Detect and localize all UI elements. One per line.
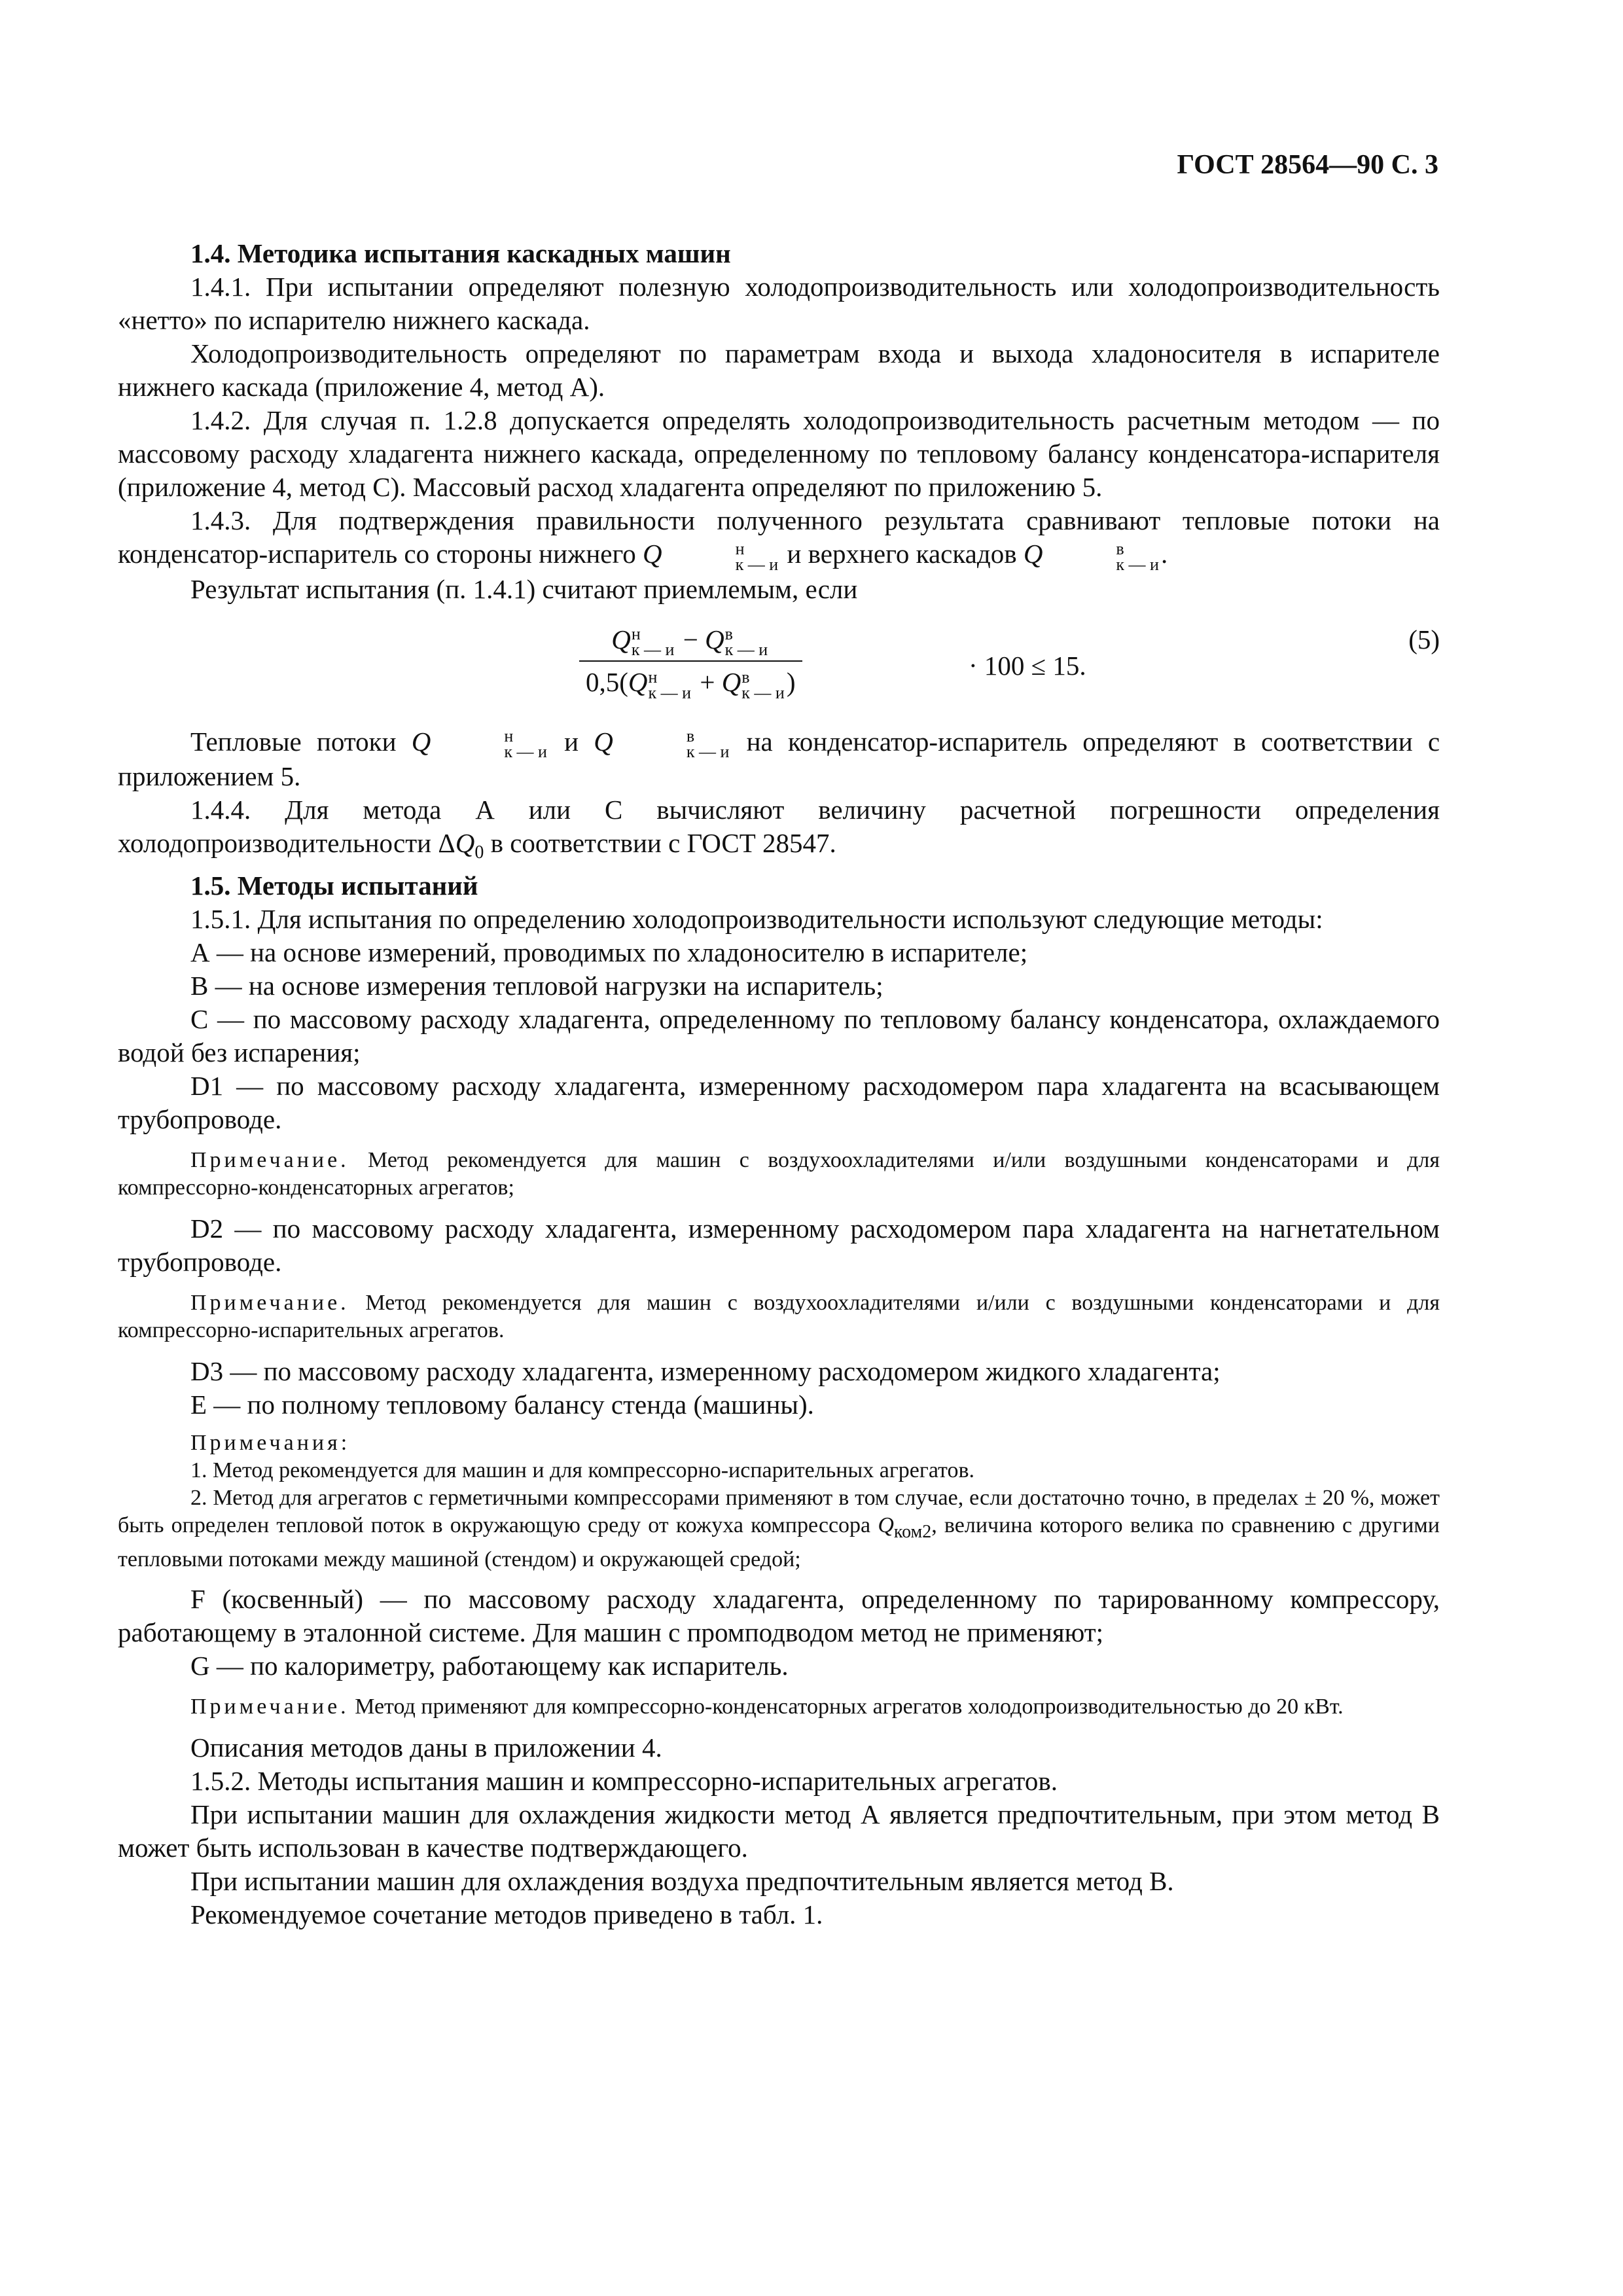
paragraph-1-5-2-d: Рекомендуемое сочетание методов приведено в табл. 1. [190, 1899, 823, 1930]
paragraph-descriptions: Описания методов даны в приложении 4. [190, 1732, 662, 1763]
note-e-2: 2. Метод для агрегатов с герметичными компрессорами применяют в том случае, если достаточно точно, в пределах ± 20 %, может быть определен тепловой поток в окружающую среду от кожуха компрессора $Q_{ком2}$, величина которого велика по сравнению с другими тепловыми потоками между машиной (стендом) и окружающей средой; [118, 1486, 1440, 1572]
paragraph-1-4-3-text-a: 1.4.3. Для подтверждения правильности полученного результата сравнивают тепловые потоки на конденсатор-испаритель со стороны нижнего [118, 505, 1440, 569]
method-a: А — на основе измерений, проводимых по хладоносителю в испарителе; [190, 937, 1028, 968]
formula-fraction [579, 623, 802, 701]
page-header: ГОСТ 28564—90 С. 3 [1177, 150, 1438, 180]
formula-denominator: 0,5(Q н к — и + Q в к — и ) [586, 667, 796, 702]
notes-e [118, 1429, 1440, 1573]
formula-5 [118, 614, 1440, 719]
section-title-1-5: 1.5. Методы испытаний [190, 870, 478, 901]
method-d3: D3 — по массовому расходу хладагента, измеренному расходомером жидкого хладагента; [190, 1356, 1221, 1387]
paragraph-1-5-2: 1.5.2. Методы испытания машин и компрессорно-испарительных агрегатов. [190, 1766, 1058, 1797]
paragraph-result: Результат испытания (п. 1.4.1) считают приемлемым, если [190, 573, 858, 604]
formula-number: (5) [1408, 624, 1440, 655]
note-e-1: 1. Метод рекомендуется для машин и для компрессорно-испарительных агрегатов. [190, 1458, 975, 1483]
method-d2: D2 — по массовому расходу хладагента, измеренному расходомером пара хладагента на нагнетательном трубопроводе. [118, 1213, 1440, 1278]
method-e: Е — по полному тепловому балансу стенда (машины). [190, 1390, 814, 1420]
paragraph-1-5-2-c: При испытании машин для охлаждения воздуха предпочтительным является метод В. [190, 1866, 1174, 1897]
paragraph-1-5-1: 1.5.1. Для испытания по определению холодопроизводительности используют следующие методы: [190, 904, 1323, 935]
formula-numerator: Q н к — и − Q в к — и [579, 623, 802, 662]
symbol-q-high: Q в к — и [1023, 539, 1159, 574]
paragraph-1-4-1-b: Холодопроизводительность определяют по параметрам входа и выхода хладоносителя в испарителе нижнего каскада (приложение 4, метод А). [118, 338, 1440, 402]
formula-tail: · 100 ≤ 15. [969, 650, 1086, 681]
notes-label: Примечания: [190, 1431, 351, 1456]
note-d2: Примечание. Метод рекомендуется для машин с воздухоохладителями и/или с воздушными конденсаторами и для компрессорно-испарительных агрегатов. [118, 1291, 1440, 1343]
note-g: Примечание. Метод применяют для компрессорно-конденсаторных агрегатов холодопроизводительностью до 20 кВт. [190, 1695, 1344, 1719]
paragraph-1-4-2: 1.4.2. Для случая п. 1.2.8 допускается определять холодопроизводительность расчетным методом — по массовому расходу хладагента нижнего каскада, определенному по тепловому балансу конденсатора-испарителя (приложение 4, метод С). Массовый расход хладагента определяют по приложению 5. [118, 405, 1440, 502]
symbol-q-low: Q н к — и [643, 539, 779, 574]
method-c: С — по массовому расходу хладагента, определенному по тепловому балансу конденсатора, охлаждаемого водой без испарения; [118, 1004, 1440, 1068]
paragraph-1-4-4: 1.4.4. Для метода А или С вычисляют величину расчетной погрешности определения холодопроизводительности $\Delta Q_0$ в соответствии с ГОСТ 28547. [118, 795, 1440, 863]
note-d1: Примечание. Метод рекомендуется для машин с воздухоохладителями и/или воздушными конденсаторами и для компрессорно-конденсаторных агрегатов; [118, 1148, 1440, 1200]
method-b: В — на основе измерения тепловой нагрузки на испаритель; [190, 971, 883, 1001]
paragraph-heat-flows: Тепловые потоки Q н к — и и Q в к — и на конденсатор-испаритель определяют в соответствии с приложением 5. [118, 726, 1440, 792]
paragraph-1-4-3: 1.4.3. Для подтверждения правильности полученного результата сравнивают тепловые потоки на конденсатор-испаритель со стороны нижнего Q н к — и и верхнего каскадов Q в к — и . [118, 505, 1440, 574]
paragraph-1-4-3-text-b: и верхнего каскадов [787, 539, 1017, 569]
paragraph-1-5-2-b: При испытании машин для охлаждения жидкости метод А является предпочтительным, при этом метод В может быть использован в качестве подтверждающего. [118, 1799, 1440, 1863]
method-d1: D1 — по массовому расходу хладагента, измеренному расходомером пара хладагента на всасывающем трубопроводе. [118, 1071, 1440, 1135]
method-g: G — по калориметру, работающему как испаритель. [190, 1651, 789, 1681]
method-f: F (косвенный) — по массовому расходу хладагента, определенному по тарированному компрессору, работающему в эталонной системе. Для машин с промподводом метод не применяют; [118, 1584, 1440, 1648]
paragraph-1-4-1: 1.4.1. При испытании определяют полезную холодопроизводительность или холодопроизводительность «нетто» по испарителю нижнего каскада. [118, 272, 1440, 335]
page-body [118, 237, 1440, 1931]
section-title-1-4: 1.4. Методика испытания каскадных машин [190, 238, 731, 268]
